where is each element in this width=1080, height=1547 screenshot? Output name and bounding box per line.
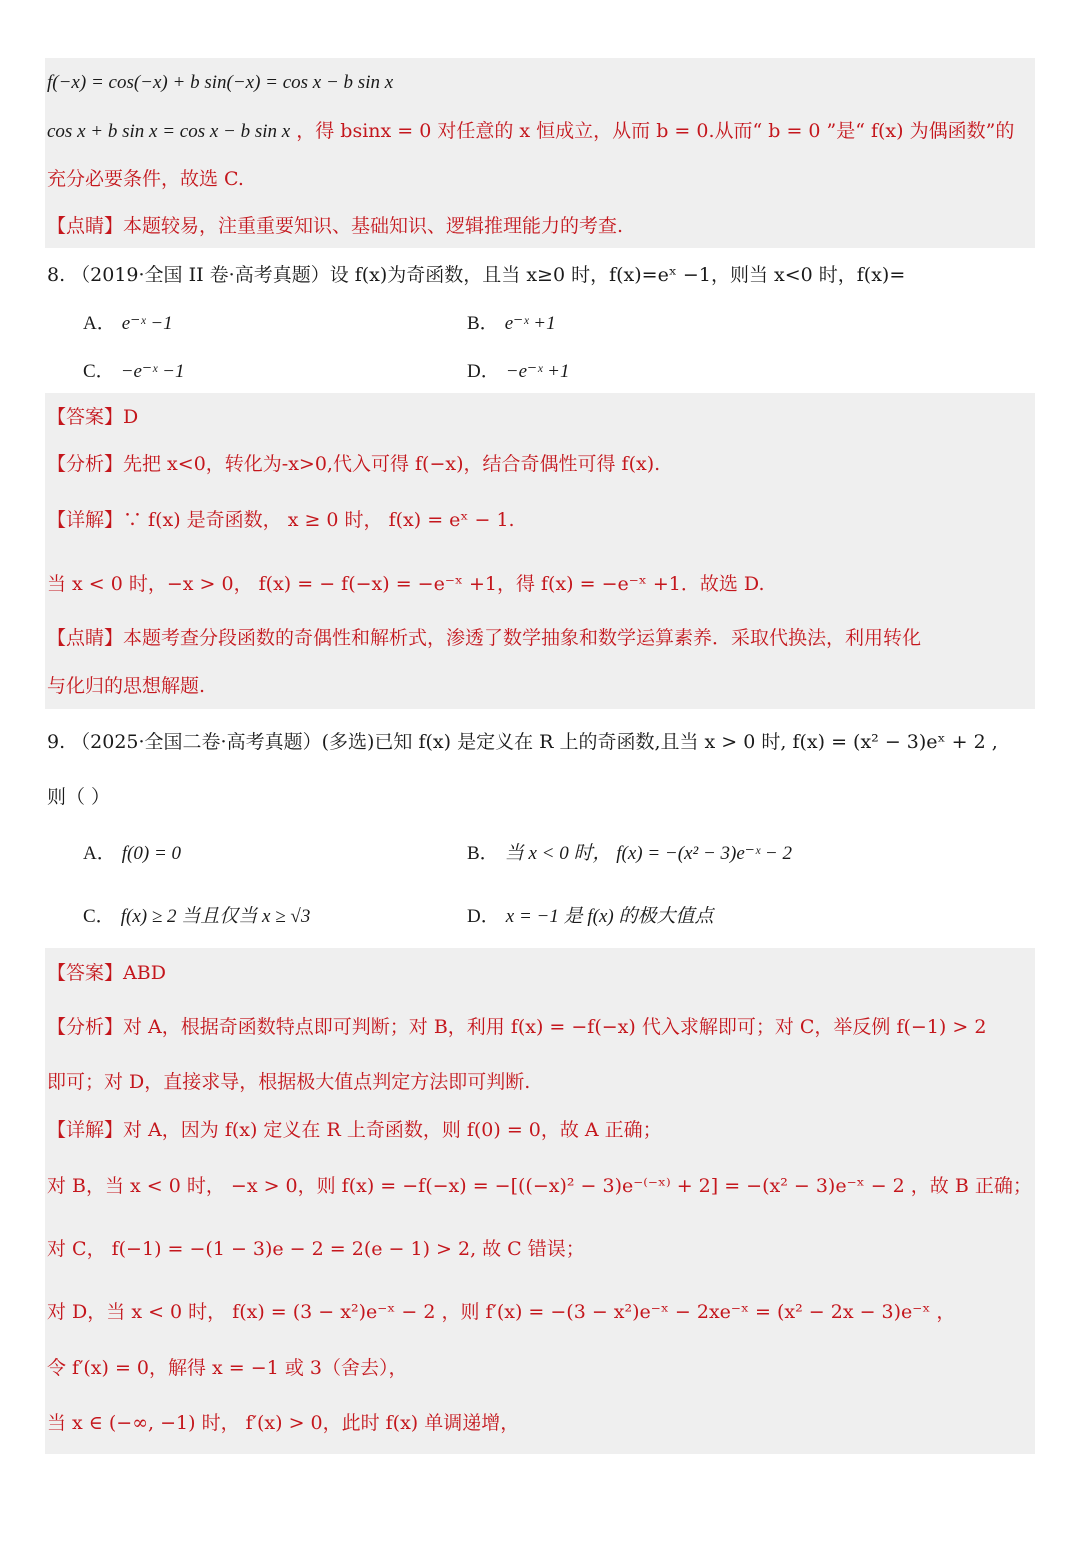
option-text: f(x) ≥ 2 当且仅当 x ≥ √3 [120,906,311,927]
q9-detail-tag: 【详解】 [47,1119,124,1141]
q8-analysis-tag: 【分析】 [47,453,124,475]
q9-detail-text-1: 对 A，因为 f(x) 定义在 R 上奇函数，则 f(0) = 0，故 A 正确； [123,1119,662,1141]
q8-option-a [83,310,173,337]
q9-detail-4: 对 D，当 x < 0 时， f(x) = (3 − x²)e⁻ˣ − 2 ，则 f′(x) = −(3 − x²)e⁻ˣ − 2xe⁻ˣ = (x² − 2x − 3)e⁻ˣ ， [47,1301,956,1323]
q8-detail-text-1: ∵ f(x) 是奇函数， x ≥ 0 时， f(x) = eˣ − 1. [123,509,515,531]
option-label: C． [83,361,115,382]
q8-option-d [467,358,570,385]
q9-analysis-text-1: 对 A，根据奇函数特点即可判断；对 B，利用 f(x) = −f(−x) 代入求解即可；对 C，举反例 f(−1) > 2 [123,1016,987,1038]
q9-option-d [467,903,713,930]
q7-dianjing-tag: 【点睛】 [47,215,124,237]
option-text: e⁻ˣ +1 [504,313,556,334]
q9-analysis-tag: 【分析】 [47,1016,124,1038]
q8-option-b [467,310,556,337]
q8-analysis [47,451,660,477]
option-text: x = −1 是 f(x) 的极大值点 [505,906,714,927]
q7-dianjing [47,213,623,239]
q8-answer [47,404,138,430]
q9-option-c [83,903,310,930]
q8-detail-2: 当 x < 0 时，−x > 0， f(x) = − f(−x) = −e⁻ˣ +1，得 f(x) = −e⁻ˣ +1．故选 D. [47,573,765,595]
q7-equation-line: f(−x) = cos(−x) + b sin(−x) = cos x − b sin x [47,72,394,93]
q9-detail-2: 对 B，当 x < 0 时， −x > 0，则 f(x) = −f(−x) = −[((−x)² − 3)e⁻⁽⁻ˣ⁾ + 2] = −(x² − 3)e⁻ˣ − 2 ，故 B 正确； [47,1175,1032,1197]
q8-solution-box [45,393,1035,709]
q8-answer-tag: 【答案】 [47,406,124,428]
q8-stem: 8. （2019·全国 II 卷·高考真题）设 f(x)为奇函数，且当 x≥0 时，f(x)=eˣ −1，则当 x<0 时，f(x)= [47,264,906,286]
q8-detail-tag: 【详解】 [47,509,124,531]
q7-conclusion-line: 充分必要条件，故选 C. [47,168,244,190]
q9-detail-6: 当 x ∈ (−∞, −1) 时， f′(x) > 0，此时 f(x) 单调递增， [47,1412,520,1434]
q9-option-a [83,840,181,867]
q9-answer-tag: 【答案】 [47,962,124,984]
option-label: D． [467,361,500,382]
q8-dianjing-tag: 【点睛】 [47,627,124,649]
q9-option-b [467,840,792,867]
q8-detail-1 [47,507,515,533]
option-label: C． [83,906,115,927]
q9-answer [47,960,166,986]
q9-analysis-2: 即可；对 D，直接求导，根据极大值点判定方法即可判断. [47,1071,531,1093]
q7-conclusion-text: ，得 bsinx = 0 对任意的 x 恒成立，从而 b = 0.从而“ b = 0 ”是“ f(x) 为偶函数”的 [296,120,1015,142]
q9-stem-1: 9. （2025·全国二卷·高考真题）(多选)已知 f(x) 是定义在 R 上的奇函数,且当 x > 0 时, f(x) = (x² − 3)eˣ + 2 , [47,731,998,753]
q8-answer-value: D [123,406,139,428]
q9-stem-2: 则（ ） [47,786,111,808]
option-label: A． [83,313,116,334]
q8-option-c [83,358,184,385]
q7-equation-inline: cos x + b sin x = cos x − b sin x [47,121,291,142]
q9-detail-3: 对 C， f(−1) = −(1 − 3)e − 2 = 2(e − 1) > 2, 故 C 错误； [47,1238,585,1260]
option-text: −e⁻ˣ −1 [120,361,185,382]
option-label: A． [83,843,116,864]
q9-detail-5: 令 f′(x) = 0，解得 x = −1 或 3（舍去）， [47,1357,408,1379]
option-text: e⁻ˣ −1 [121,313,173,334]
q8-dianjing-text-1: 本题考查分段函数的奇偶性和解析式，渗透了数学抽象和数学运算素养．采取代换法，利用转化 [123,627,922,649]
q9-analysis-1 [47,1014,986,1040]
q7-dianjing-text: 本题较易，注重重要知识、基础知识、逻辑推理能力的考查. [123,215,624,237]
q7-line-2 [47,118,1014,145]
option-label: B． [467,313,499,334]
option-label: B． [467,843,499,864]
q8-dianjing-2: 与化归的思想解题. [47,675,206,697]
q8-dianjing-1 [47,625,921,651]
option-text: 当 x < 0 时， f(x) = −(x² − 3)e⁻ˣ − 2 [504,843,792,864]
option-label: D． [467,906,500,927]
q9-answer-value: ABD [123,962,166,984]
q9-detail-1 [47,1117,662,1143]
option-text: −e⁻ˣ +1 [505,361,570,382]
q8-analysis-text: 先把 x<0，转化为-x>0,代入可得 f(−x)，结合奇偶性可得 f(x). [123,453,661,475]
option-text: f(0) = 0 [121,843,182,864]
